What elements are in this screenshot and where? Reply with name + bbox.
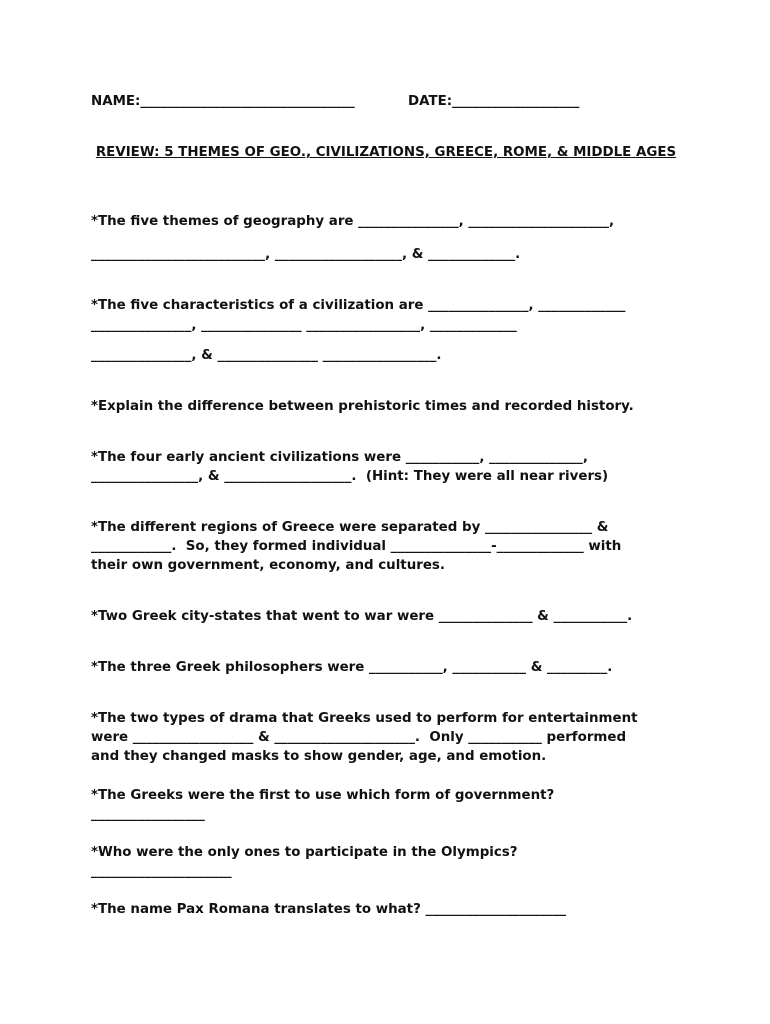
q6-line-1: *Two Greek city-states that went to war were ______________ & ___________.: [91, 609, 633, 624]
q2-line-1: *The five characteristics of a civilization are _______________, _____________: [91, 298, 626, 313]
q8-line-1: *The two types of drama that Greeks used to perform for entertainment: [91, 711, 638, 726]
name-label: NAME:________________________________: [91, 94, 355, 109]
q10-line-1: *Who were the only ones to participate in the Olympics?: [91, 845, 518, 860]
q5-line-1: *The different regions of Greece were separated by ________________ &: [91, 520, 609, 535]
q9-line-1: *The Greeks were the first to use which form of government?: [91, 788, 555, 803]
date-label: DATE:___________________: [408, 94, 580, 109]
q10-line-2: _____________________: [91, 864, 232, 879]
q11-line-1: *The name Pax Romana translates to what? _____________________: [91, 902, 567, 917]
worksheet-title: REVIEW: 5 THEMES OF GEO., CIVILIZATIONS, GREECE, ROME, & MIDDLE AGES: [95, 145, 677, 160]
q4-line-2: ________________, & ___________________. (Hint: They were all near rivers): [91, 469, 609, 484]
q5-line-2: ____________. So, they formed individual _______________-_____________ with: [91, 539, 622, 554]
q8-line-2: were __________________ & _____________________. Only ___________ performed: [91, 730, 627, 745]
q3-line-1: *Explain the difference between prehistoric times and recorded history.: [91, 399, 634, 414]
q2-line-3: _______________, & _______________ _________________.: [91, 348, 442, 363]
q5-line-3: their own government, economy, and cultures.: [91, 558, 445, 573]
q2-line-2: _______________, _______________ _________________, _____________: [91, 318, 517, 333]
q8-line-3: and they changed masks to show gender, age, and emotion.: [91, 749, 547, 764]
q4-line-1: *The four early ancient civilizations were ___________, ______________,: [91, 450, 588, 465]
q1-line-1: *The five themes of geography are _______________, _____________________,: [91, 214, 615, 229]
q7-line-1: *The three Greek philosophers were ___________, ___________ & _________.: [91, 660, 613, 675]
q9-line-2: _________________: [91, 807, 205, 822]
q1-line-2: __________________________, ___________________, & _____________.: [91, 247, 521, 262]
